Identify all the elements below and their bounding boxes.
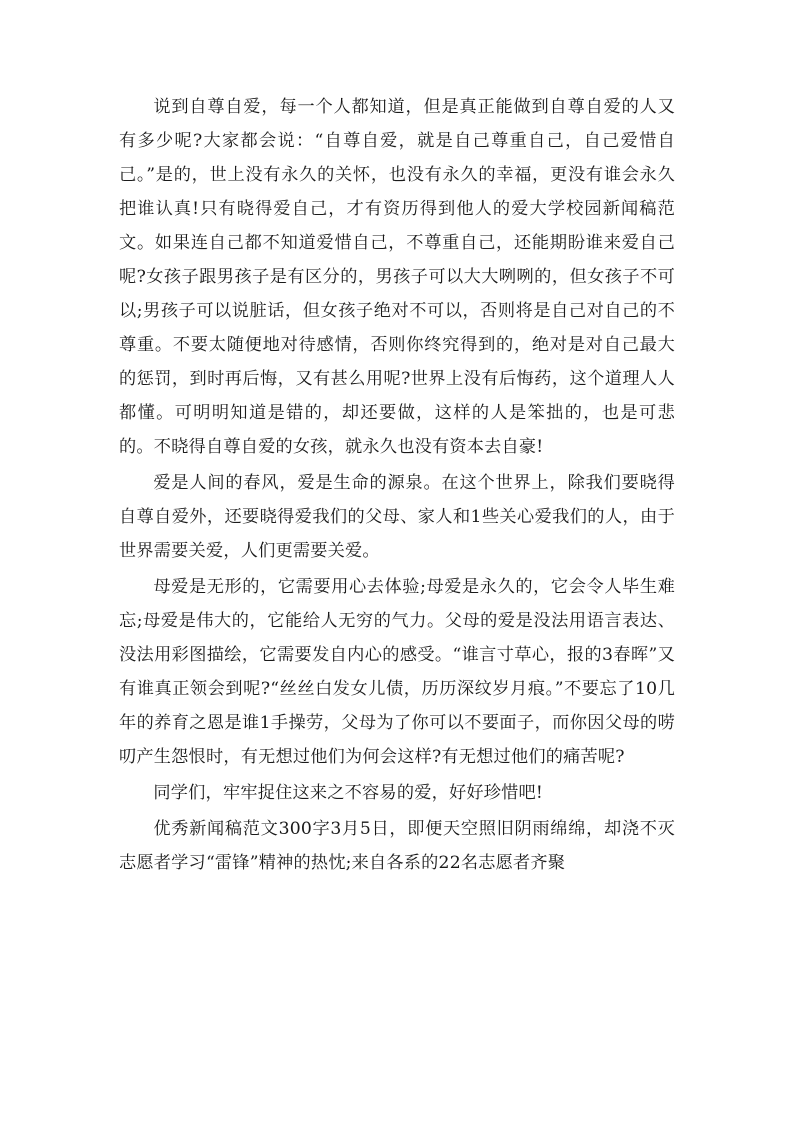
paragraph-self-respect: 说到自尊自爱，每一个人都知道，但是真正能做到自尊自爱的人又有多少呢?大家都会说：“自尊自爱，就是自己尊重自己，自己爱惜自己。”是的，世上没有永久的关怀，也没有永久的幸福，更没有谁会永久把谁认真!只有晓得爱自己，才有资历得到他人的爱大学校园新闻稿范文。如果连自己都不知道爱惜自己，不尊重自己，还能期盼谁来爱自己呢?女孩子跟男孩子是有区分的，男孩子可以大大咧咧的，但女孩子不可以;男孩子可以说脏话，但女孩子绝对不可以，否则将是自己对自己的不尊重。不要太随便地对待感情，否则你终究得到的，绝对是对自己最大的惩罚，到时再后悔，又有甚么用呢?世界上没有后悔药，这个道理人人都懂。可明明知道是错的，却还要做，这样的人是笨拙的，也是可悲的。不晓得自尊自爱的女孩，就永久也没有资本去自豪!: [119, 97, 675, 457]
paragraph-classmates: 同学们，牢牢捉住这来之不容易的爱，好好珍惜吧!: [153, 783, 544, 803]
paragraph-news-sample: 优秀新闻稿范文300字3月5日，即便天空照旧阴雨绵绵，却浇不灭志愿者学习“雷锋”精神的热忱;来自各系的22名志愿者齐聚: [119, 819, 675, 873]
paragraph-love-spring-breeze: 爱是人间的春风，爱是生命的源泉。在这个世界上，除我们要晓得自尊自爱外，还要晓得爱我们的父母、家人和1些关心爱我们的人，由于世界需要关爱，人们更需要关爱。: [119, 473, 675, 561]
article-body: [119, 90, 675, 882]
paragraph-mothers-love: 母爱是无形的，它需要用心去体验;母爱是永久的，它会令人毕生难忘;母爱是伟大的，它能给人无穷的气力。父母的爱是没法用语言表达、没法用彩图描绘，它需要发自内心的感受。“谁言寸草心，报的3春晖”又有谁真正领会到呢?“丝丝白发女儿债，历历深纹岁月痕。”不要忘了10几年的养育之恩是谁1手操劳，父母为了你可以不要面子，而你因父母的唠叨产生怨恨时，有无想过他们为何会这样?有无想过他们的痛苦呢?: [119, 577, 675, 767]
